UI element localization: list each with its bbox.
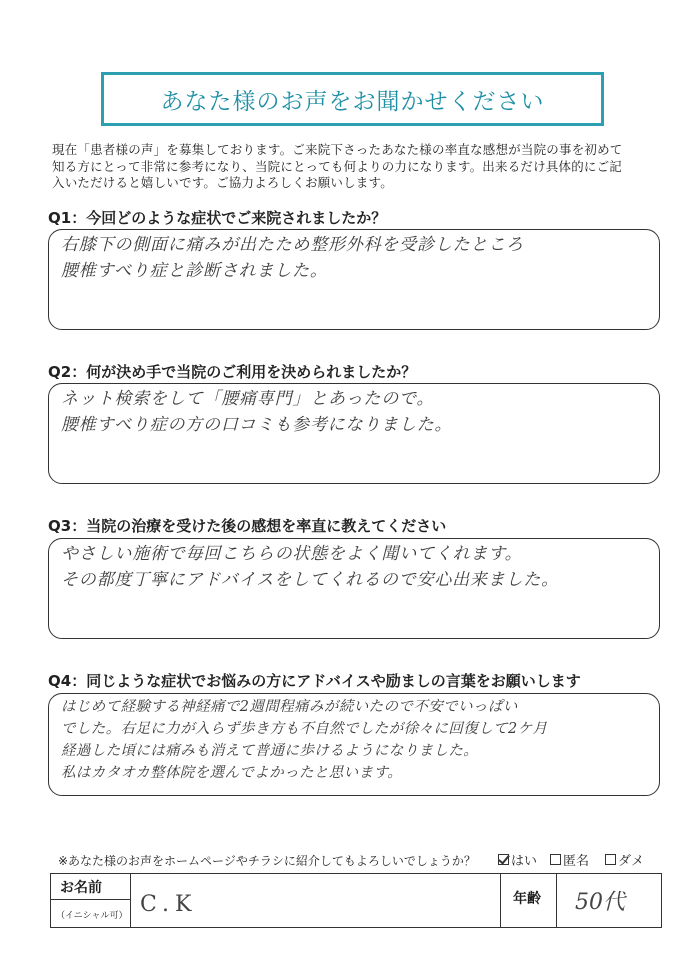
- q2-label: Q2：何が決め手で当院のご利用を決められましたか？: [48, 363, 417, 381]
- q2-answer-line: ネット検索をして「腰痛専門」とあったので。: [61, 389, 435, 409]
- q4-answer-line: 私はカタオカ整体院を選んでよかったと思います。: [61, 765, 403, 781]
- table-divider: [50, 899, 130, 900]
- q4-answer-line: でした。右足に力が入らず歩き方も不自然でしたが徐々に回復して2ケ月: [61, 721, 548, 737]
- option-anonymous-label: 匿名: [563, 854, 590, 869]
- name-field[interactable]: C.K: [140, 892, 198, 917]
- title-box: [101, 72, 604, 126]
- q3-label: Q3：当院の治療を受けた後の感想を率直に教えてください: [48, 517, 447, 535]
- intro-text: [52, 142, 662, 192]
- option-yes-label: はい: [511, 854, 538, 869]
- option-yes[interactable]: [498, 850, 537, 869]
- q3-answer-line: その都度丁寧にアドバイスをしてくれるので安心出来ました。: [61, 570, 559, 590]
- q1-answer-box[interactable]: [48, 229, 660, 330]
- q4-label: Q4：同じような症状でお悩みの方にアドバイスや励ましの言葉をお願いします: [48, 672, 581, 690]
- intro-line: 知る方にとって非常に参考になり、当院にとっても何よりの力になります。出来るだけ具体的にご記: [52, 158, 623, 174]
- age-label: 年齢: [513, 891, 541, 907]
- name-label: お名前: [60, 880, 102, 896]
- q4-answer-box[interactable]: [48, 693, 660, 796]
- checkbox-icon[interactable]: [605, 854, 616, 865]
- q4-answer-line: 経過した頃には痛みも消えて普通に歩けるようになりました。: [61, 743, 479, 759]
- q4-answer-line: はじめて経験する神経痛で2週間程痛みが続いたので不安でいっぱい: [61, 699, 518, 715]
- q3-answer-line: やさしい施術で毎回こちらの状態をよく聞いてくれます。: [61, 544, 523, 564]
- intro-line: 入いただけると嬉しいです。ご協力よろしくお願いします。: [52, 175, 393, 190]
- form-title: あなた様のお声をお聞かせください: [160, 88, 545, 115]
- q2-answer-line: 腰椎すべり症の方の口コミも参考になりました。: [61, 415, 453, 435]
- q3-answer-box[interactable]: [48, 538, 660, 639]
- age-field[interactable]: 50代: [575, 890, 625, 915]
- q1-answer-line: 腰椎すべり症と診断されました。: [61, 261, 328, 281]
- checkbox-checked-icon[interactable]: [498, 854, 509, 865]
- option-anonymous[interactable]: [550, 850, 589, 869]
- option-no-label: ダメ: [618, 854, 645, 869]
- permission-notice: ※あなた様のお声をホームページやチラシに紹介してもよろしいでしょうか？: [58, 854, 476, 868]
- checkbox-icon[interactable]: [550, 854, 561, 865]
- table-divider: [130, 873, 131, 928]
- q1-answer-line: 右膝下の側面に痛みが出たため整形外科を受診したところ: [61, 235, 524, 255]
- intro-line: 現在「患者様の声」を募集しております。ご来院下さったあなた様の率直な感想が当院の事を初めて: [52, 142, 623, 157]
- q1-label: Q1：今回どのような症状でご来院されましたか？: [48, 209, 387, 227]
- option-no[interactable]: [605, 850, 644, 869]
- table-divider: [556, 873, 557, 928]
- initial-note: （イニシャル可）: [56, 911, 128, 921]
- q2-answer-box[interactable]: [48, 383, 660, 484]
- table-divider: [500, 873, 501, 928]
